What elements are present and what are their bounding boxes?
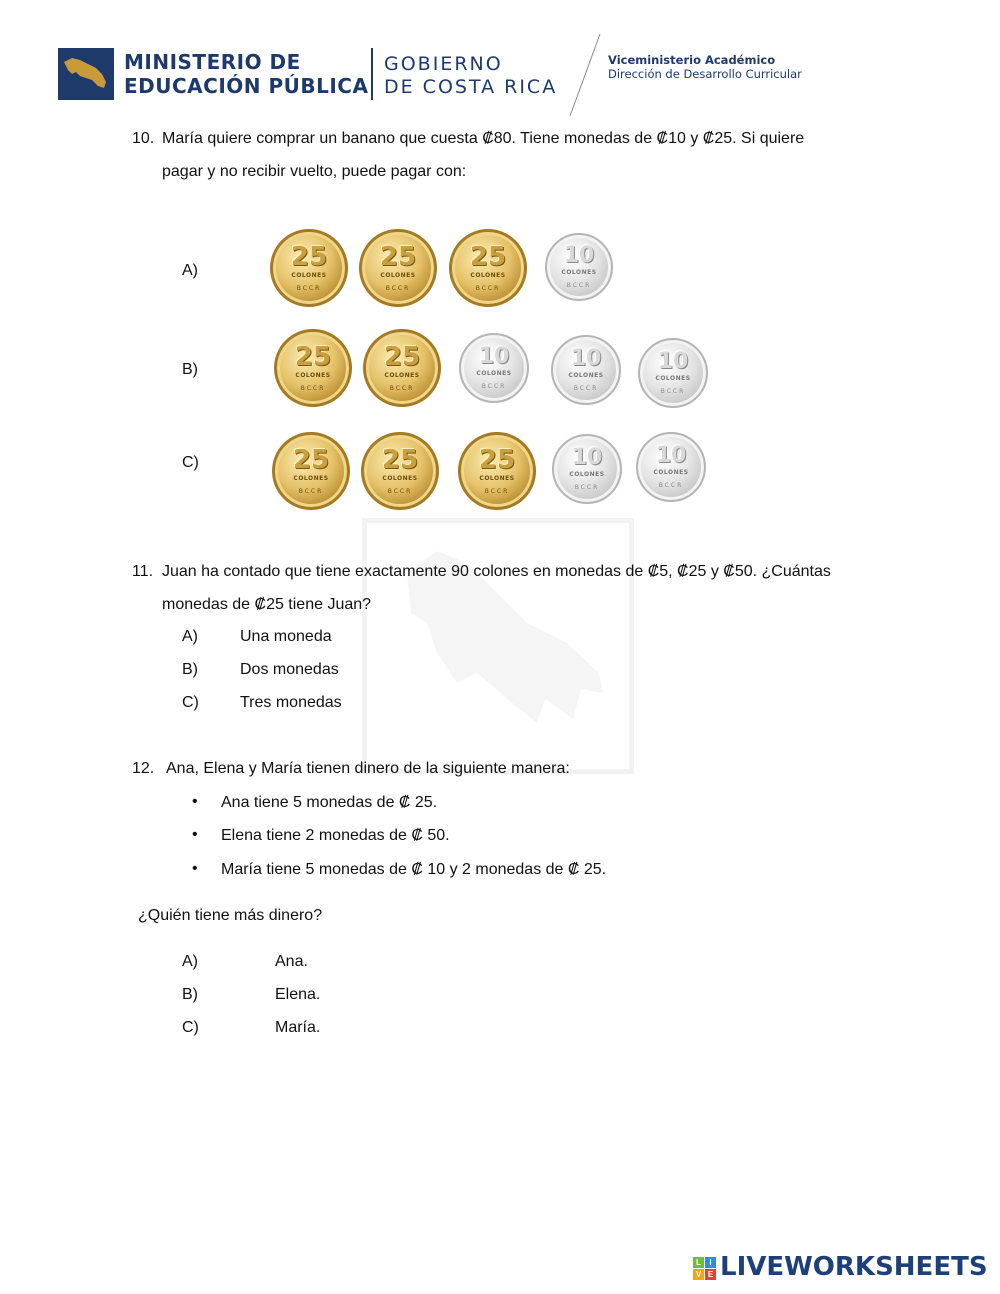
q11-option-b-label[interactable]: B) — [182, 661, 198, 678]
liveworksheets-badge-icon: L I V E — [693, 1257, 717, 1281]
coin-25: 25 COLONES BCCR — [458, 432, 536, 510]
bullet-dot: • — [192, 793, 198, 810]
coin-25: 25 COLONES BCCR — [449, 229, 527, 307]
ministry-name-line2: EDUCACIÓN PÚBLICA — [124, 74, 369, 98]
q11-text-line2: monedas de ₡25 tiene Juan? — [162, 596, 372, 613]
costa-rica-map-icon — [62, 54, 110, 94]
q10-text-line1: María quiere comprar un banano que cuesta ₡80. Tiene monedas de ₡10 y ₡25. Si quiere — [162, 130, 805, 147]
q12-bullet-elena: Elena tiene 2 monedas de ₡ 50. — [221, 827, 450, 844]
viceministry-title: Viceministerio Académico — [608, 53, 776, 67]
q12-question: ¿Quién tiene más dinero? — [138, 907, 323, 924]
q10-option-a-label[interactable]: A) — [182, 262, 198, 279]
coin-25: 25 COLONES BCCR — [272, 432, 350, 510]
ministry-logo — [58, 48, 114, 100]
watermark-frame — [362, 518, 634, 774]
coin-25: 25 COLONES BCCR — [359, 229, 437, 307]
header-divider — [371, 48, 373, 100]
q11-number: 11. — [132, 563, 154, 580]
coin-10: 10 COLONES BCCR — [551, 335, 621, 405]
viceministry-subtitle: Dirección de Desarrollo Curricular — [608, 67, 802, 81]
q10-option-c-label[interactable]: C) — [182, 454, 199, 471]
coin-25: 25 COLONES BCCR — [274, 329, 352, 407]
watermark-map-icon — [367, 523, 629, 769]
q10-option-b-label[interactable]: B) — [182, 361, 198, 378]
coin-10: 10 COLONES BCCR — [459, 333, 529, 403]
q12-bullet-ana: Ana tiene 5 monedas de ₡ 25. — [221, 794, 438, 811]
bullet-dot: • — [192, 860, 198, 877]
q10-text-line2: pagar y no recibir vuelto, puede pagar con: — [162, 163, 467, 180]
coin-10: 10 COLONES BCCR — [552, 434, 622, 504]
q12-option-c-label[interactable]: C) — [182, 1019, 199, 1036]
header-slash-divider — [566, 32, 606, 118]
coin-10: 10 COLONES BCCR — [638, 338, 708, 408]
q12-number: 12. — [132, 760, 155, 777]
q12-option-a-label[interactable]: A) — [182, 953, 198, 970]
q12-option-c-text[interactable]: María. — [275, 1019, 321, 1036]
bullet-dot: • — [192, 826, 198, 843]
government-line2: DE COSTA RICA — [384, 76, 558, 98]
q12-option-a-text[interactable]: Ana. — [275, 953, 308, 970]
q10-number: 10. — [132, 130, 155, 147]
q11-option-a-text[interactable]: Una moneda — [240, 628, 332, 645]
coin-10: 10 COLONES BCCR — [545, 233, 613, 301]
q12-bullet-maria: María tiene 5 monedas de ₡ 10 y 2 monedas de ₡ 25. — [221, 861, 607, 878]
q11-option-b-text[interactable]: Dos monedas — [240, 661, 339, 678]
q11-option-a-label[interactable]: A) — [182, 628, 198, 645]
coin-25: 25 COLONES BCCR — [361, 432, 439, 510]
q12-intro: Ana, Elena y María tienen dinero de la siguiente manera: — [166, 760, 570, 777]
q12-option-b-label[interactable]: B) — [182, 986, 198, 1003]
q11-text-line1: Juan ha contado que tiene exactamente 90 colones en monedas de ₡5, ₡25 y ₡50. ¿Cuántas — [162, 563, 831, 580]
q12-option-b-text[interactable]: Elena. — [275, 986, 321, 1003]
liveworksheets-logo-text[interactable]: LIVEWORKSHEETS — [720, 1252, 988, 1282]
ministry-name-line1: MINISTERIO DE — [124, 50, 301, 74]
coin-25: 25 COLONES BCCR — [363, 329, 441, 407]
coin-25: 25 COLONES BCCR — [270, 229, 348, 307]
q11-option-c-text[interactable]: Tres monedas — [240, 694, 342, 711]
government-line1: GOBIERNO — [384, 53, 503, 75]
q11-option-c-label[interactable]: C) — [182, 694, 199, 711]
coin-10: 10 COLONES BCCR — [636, 432, 706, 502]
